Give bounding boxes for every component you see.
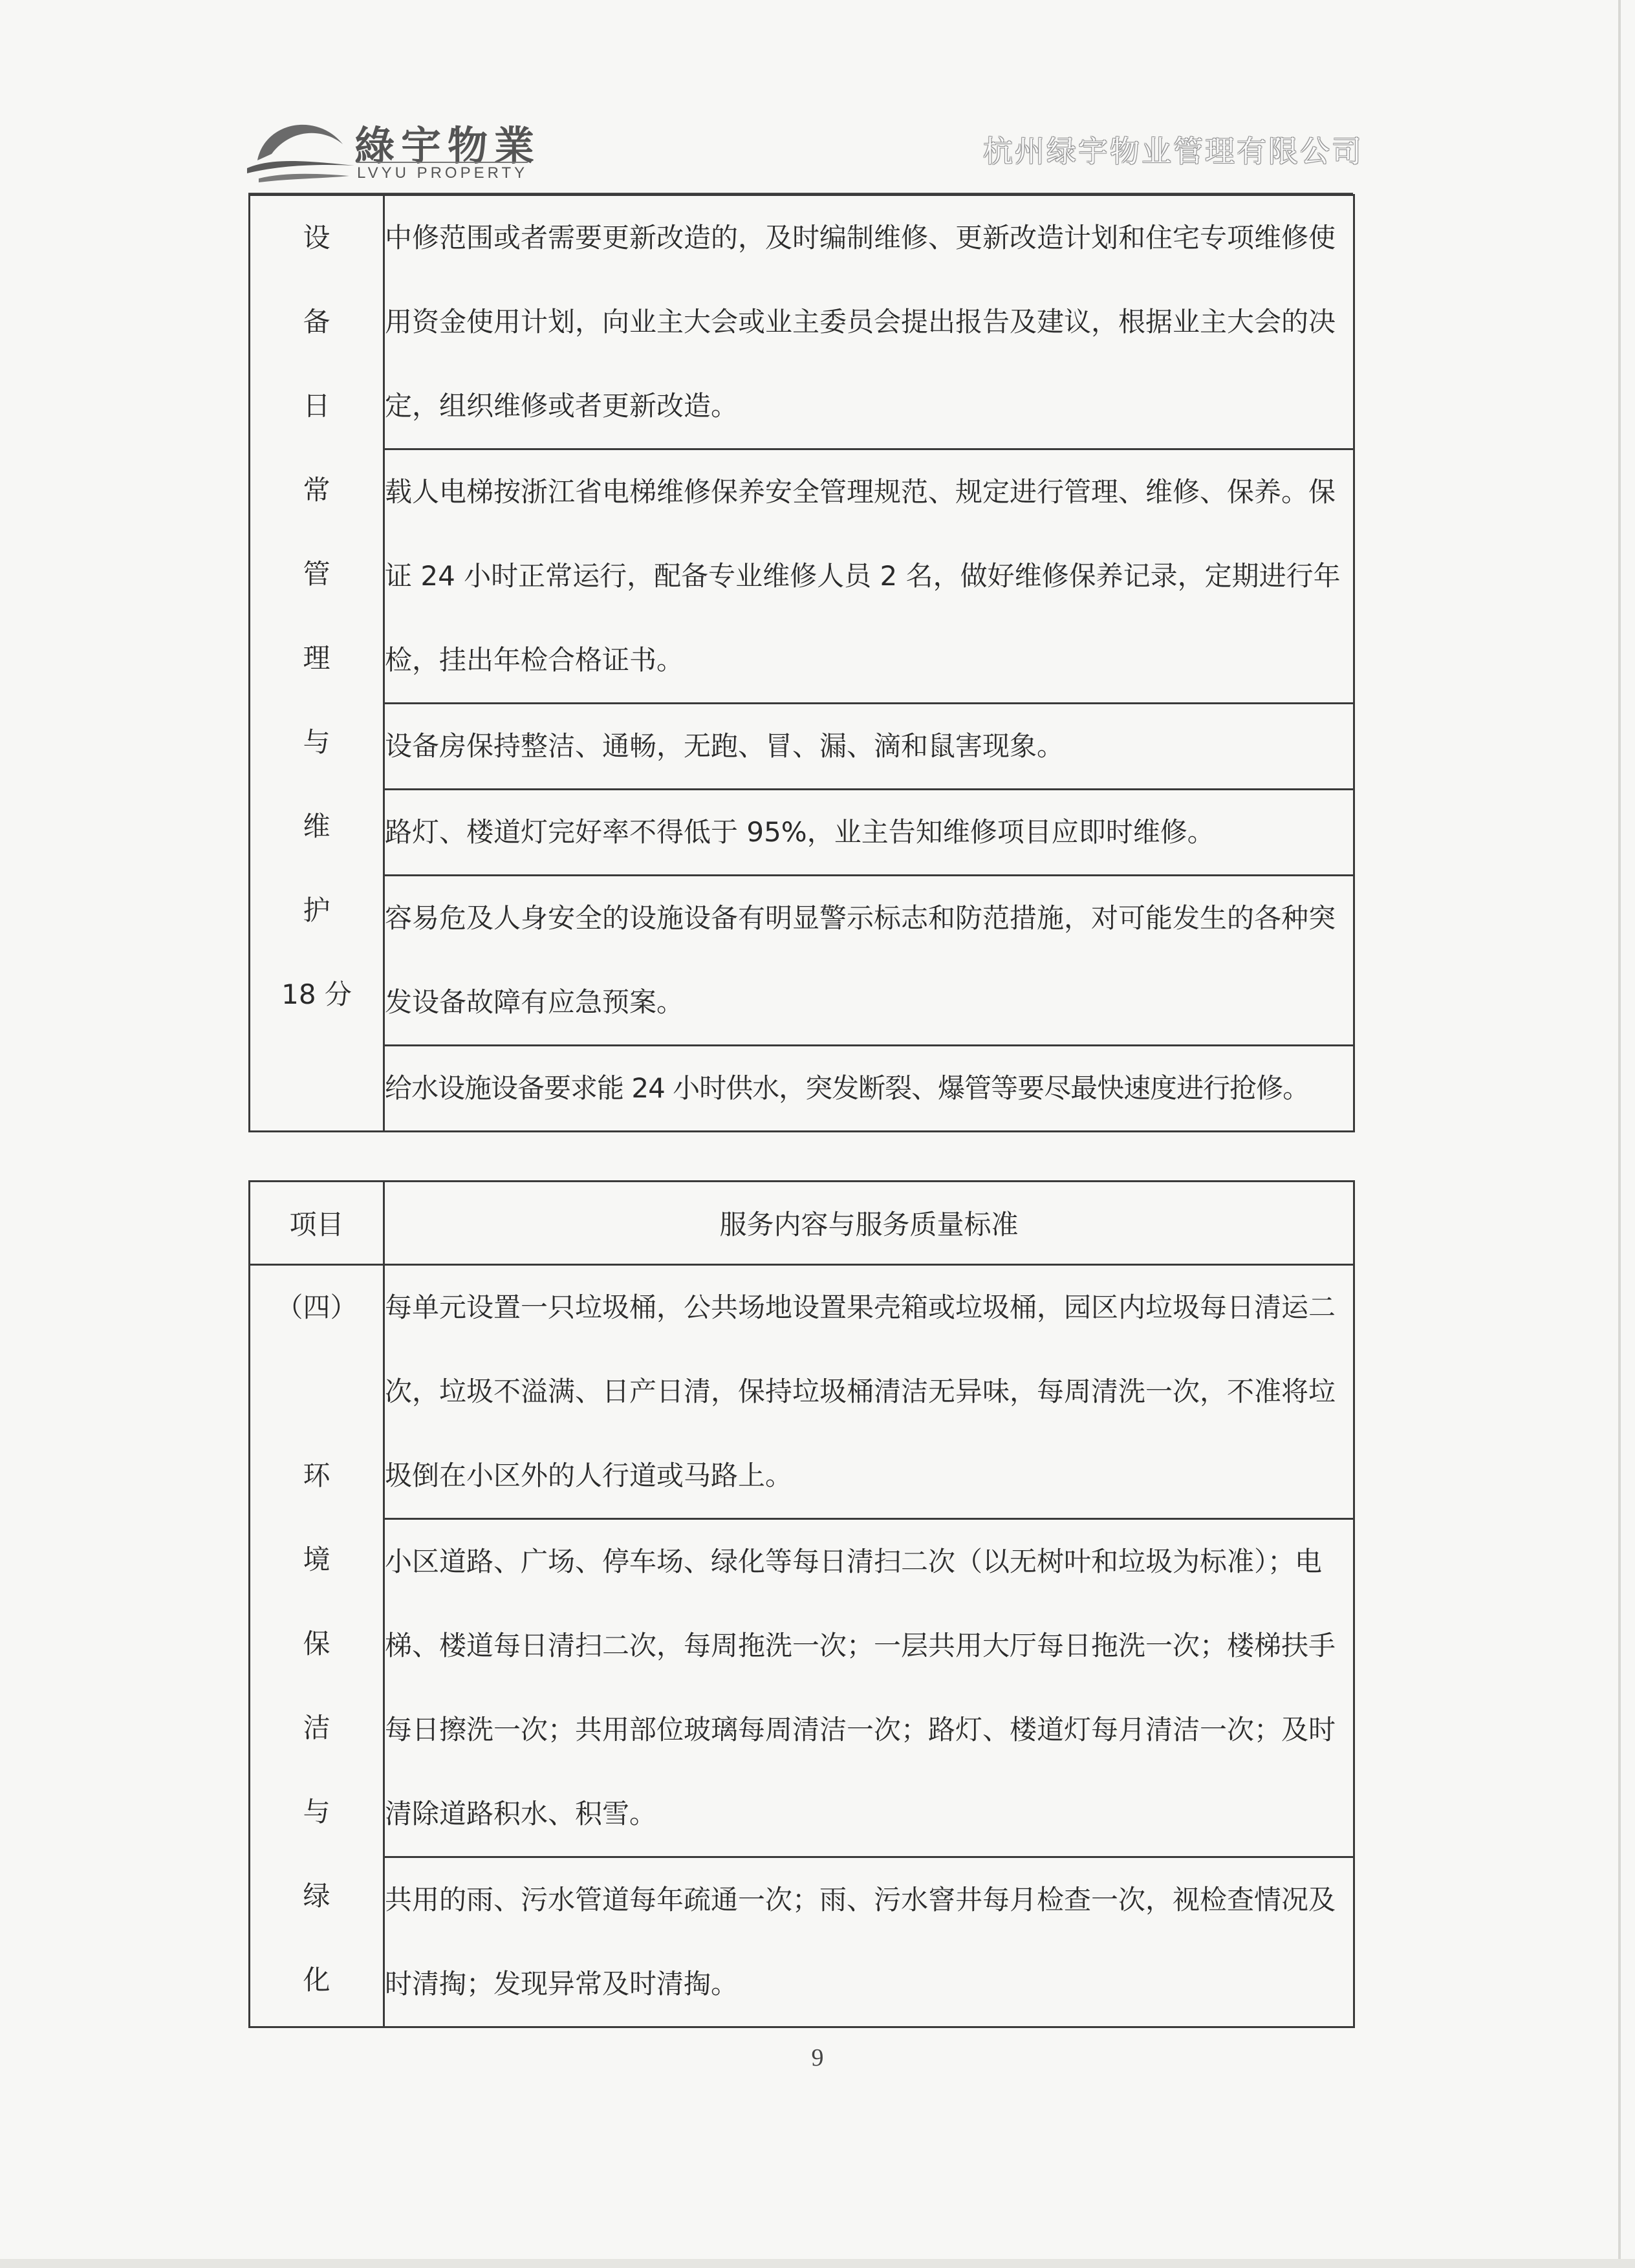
label-score: 18 分 xyxy=(281,978,352,1010)
label-char: 绿 xyxy=(303,1880,330,1912)
content-cell: 容易危及人身安全的设施设备有明显警示标志和防范措施，对可能发生的各种突发设备故障有应急预案。 xyxy=(384,876,1354,1046)
column-header-standard: 服务内容与服务质量标准 xyxy=(384,1182,1354,1265)
content-cell: 共用的雨、污水管道每年疏通一次；雨、污水窨井每月检查一次，视检查情况及时清掏；发现异常及时清掏。 xyxy=(384,1857,1354,2027)
logo-english-text: LVYU PROPERTY xyxy=(357,162,528,182)
content-cell: 载人电梯按浙江省电梯维修保养安全管理规范、规定进行管理、维修、保养。保证 24 小时正常运行，配备专业维修人员 2 名，做好维修保养记录，定期进行年检，挂出年检合格证书。 xyxy=(384,449,1354,704)
label-char: 境 xyxy=(303,1544,330,1575)
label-char: 备 xyxy=(303,306,330,338)
column-header-item: 项目 xyxy=(250,1182,384,1265)
content-cell: 设备房保持整洁、通畅，无跑、冒、漏、滴和鼠害现象。 xyxy=(384,704,1354,790)
content-cell: 小区道路、广场、停车场、绿化等每日清扫二次（以无树叶和垃圾为标准）；电梯、楼道每日清扫二次，每周拖洗一次；一层共用大厅每日拖洗一次；楼梯扶手每日擦洗一次；共用部位玻璃每周清洁一次；路灯、楼道灯每月清洁一次；及时清除道路积水、积雪。 xyxy=(384,1519,1354,1857)
label-char: 护 xyxy=(303,894,330,926)
table-header-row xyxy=(250,1182,1354,1265)
item-label-cell xyxy=(250,195,384,1132)
label-char: 维 xyxy=(303,810,330,842)
label-section-number: （四） xyxy=(276,1291,358,1323)
content-cell: 每单元设置一只垃圾桶，公共场地设置果壳箱或垃圾桶，园区内垃圾每日清运二次，垃圾不溢满、日产日清，保持垃圾桶清洁无异味，每周清洗一次，不准将垃圾倒在小区外的人行道或马路上。 xyxy=(384,1265,1354,1519)
equipment-maintenance-table xyxy=(248,194,1355,1132)
table-row xyxy=(250,790,1354,876)
label-char: 设 xyxy=(303,222,330,254)
label-char: 常 xyxy=(303,474,330,506)
company-name: 杭州绿宇物业管理有限公司 xyxy=(983,134,1363,169)
label-char: 理 xyxy=(303,642,330,674)
label-char: 与 xyxy=(303,1796,330,1828)
table-row xyxy=(250,1519,1354,1857)
item-label-cell xyxy=(250,1265,384,2027)
label-char: 日 xyxy=(303,390,330,422)
content-cell: 中修范围或者需要更新改造的，及时编制维修、更新改造计划和住宅专项维修使用资金使用计划，向业主大会或业主委员会提出报告及建议，根据业主大会的决定，组织维修或者更新改造。 xyxy=(384,195,1354,449)
environment-cleaning-table xyxy=(248,1180,1355,2028)
logo-chinese-text: 綠宇物業 xyxy=(354,122,541,169)
label-char: 化 xyxy=(303,1964,330,1996)
label-char: 保 xyxy=(303,1628,330,1659)
label-char: 洁 xyxy=(303,1712,330,1744)
company-logo-icon xyxy=(246,109,356,186)
scan-edge xyxy=(1618,0,1621,2268)
table-row xyxy=(250,195,1354,449)
label-char: 与 xyxy=(303,726,330,758)
table-row xyxy=(250,449,1354,704)
content-cell: 路灯、楼道灯完好率不得低于 95%，业主告知维修项目应即时维修。 xyxy=(384,790,1354,876)
table-row xyxy=(250,1046,1354,1132)
content-cell: 给水设施设备要求能 24 小时供水，突发断裂、爆管等要尽最快速度进行抢修。 xyxy=(384,1046,1354,1132)
table-row xyxy=(250,876,1354,1046)
page-number: 9 xyxy=(811,2044,824,2071)
scan-bottom-edge xyxy=(0,2259,1635,2268)
label-char: 管 xyxy=(303,558,330,590)
table-row xyxy=(250,704,1354,790)
table-row xyxy=(250,1265,1354,1519)
label-char: 环 xyxy=(303,1460,330,1491)
page-header xyxy=(0,0,1635,200)
table-row xyxy=(250,1857,1354,2027)
